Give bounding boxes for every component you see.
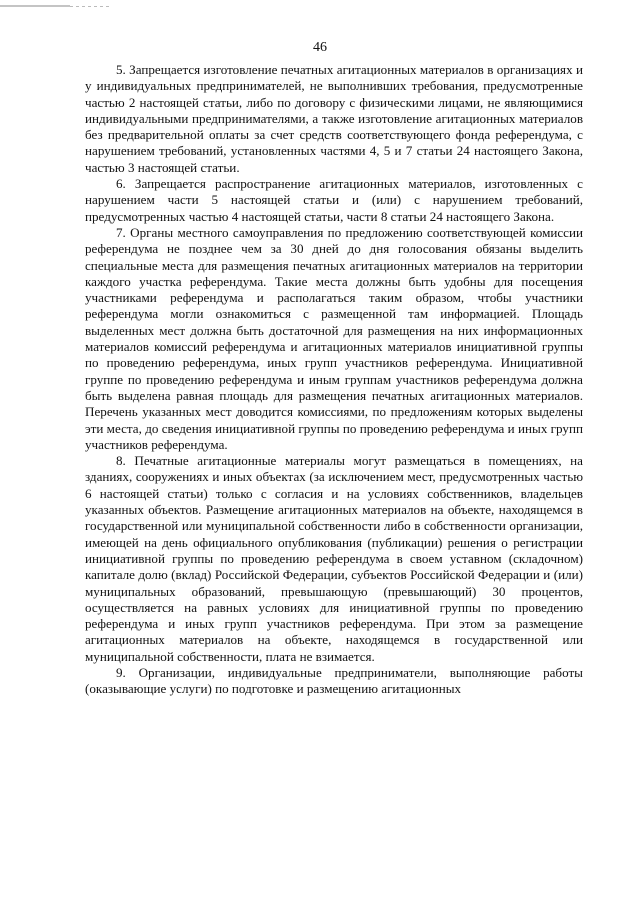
- scan-artifact-line: [0, 4, 112, 12]
- paragraph-9: 9. Организации, индивидуальные предприниматели, выполняющие работы (оказывающие услуги) по подготовке и размещению агитационных: [85, 664, 583, 697]
- paragraph-6: 6. Запрещается распространение агитационных материалов, изготовленных с нарушением части 5 настоящей статьи и (или) с нарушением требований, предусмотренных частью 4 настоящей статьи, части 8 статьи 24 настоящего Закона.: [85, 176, 583, 224]
- paragraph-8: 8. Печатные агитационные материалы могут размещаться в помещениях, на зданиях, сооружениях и иных объектах (за исключением мест, предусмотренных частью 6 настоящей статьи) только с согласия и на условиях собственников, владельцев указанных объектов. Размещение агитационных материалов на объекте, находящемся в государственной или муниципальной собственности либо в собственности организации, имеющей на день официального опубликования (публикации) решения о регистрации инициативной группы по проведению референдума в своем уставном (складочном) капитале долю (вклад) Российской Федерации, субъектов Российской Федерации и (или) муниципальных образований, превышающую (превышающий) 30 процентов, осуществляется на равных условиях для инициативной группы по проведению референдума и иных групп участников референдума. При этом за размещение агитационных материалов на объекте, находящемся в государственной или муниципальной собственности, плата не взимается.: [85, 453, 583, 664]
- paragraph-5: 5. Запрещается изготовление печатных агитационных материалов в организациях и у индивидуальных предпринимателей, не выполнивших требования, предусмотренные частью 2 настоящей статьи, либо по договору с физическими лицами, не являющимися индивидуальными предпринимателями, а также изготовление агитационных материалов без предварительной оплаты за счет средств соответствующего фонда референдума, с нарушением требований, установленных частями 4, 5 и 7 статьи 24 настоящего Закона, частью 3 настоящей статьи.: [85, 62, 583, 175]
- paragraph-7: 7. Органы местного самоуправления по предложению соответствующей комиссии референдума не позднее чем за 30 дней до дня голосования обязаны выделить специальные места для размещения печатных агитационных материалов на территории каждого участка референдума. Такие места должны быть удобны для посещения участниками референдума и располагаться таким образом, чтобы участники референдума могли ознакомиться с размещенной там информацией. Площадь выделенных мест должна быть достаточной для размещения на них информационных материалов комиссий референдума и агитационных материалов инициативной группы по проведению референдума, иных групп участников референдума. Инициативной группе по проведению референдума и иным группам участников референдума должна быть выделена равная площадь для размещения печатных агитационных материалов. Перечень указанных мест доводится комиссиями, по предложениям которых выделены эти места, до сведения инициативной группы по проведению референдума и иных групп участников референдума.: [85, 224, 583, 452]
- document-body: [85, 62, 583, 698]
- page-number: 46: [313, 40, 327, 55]
